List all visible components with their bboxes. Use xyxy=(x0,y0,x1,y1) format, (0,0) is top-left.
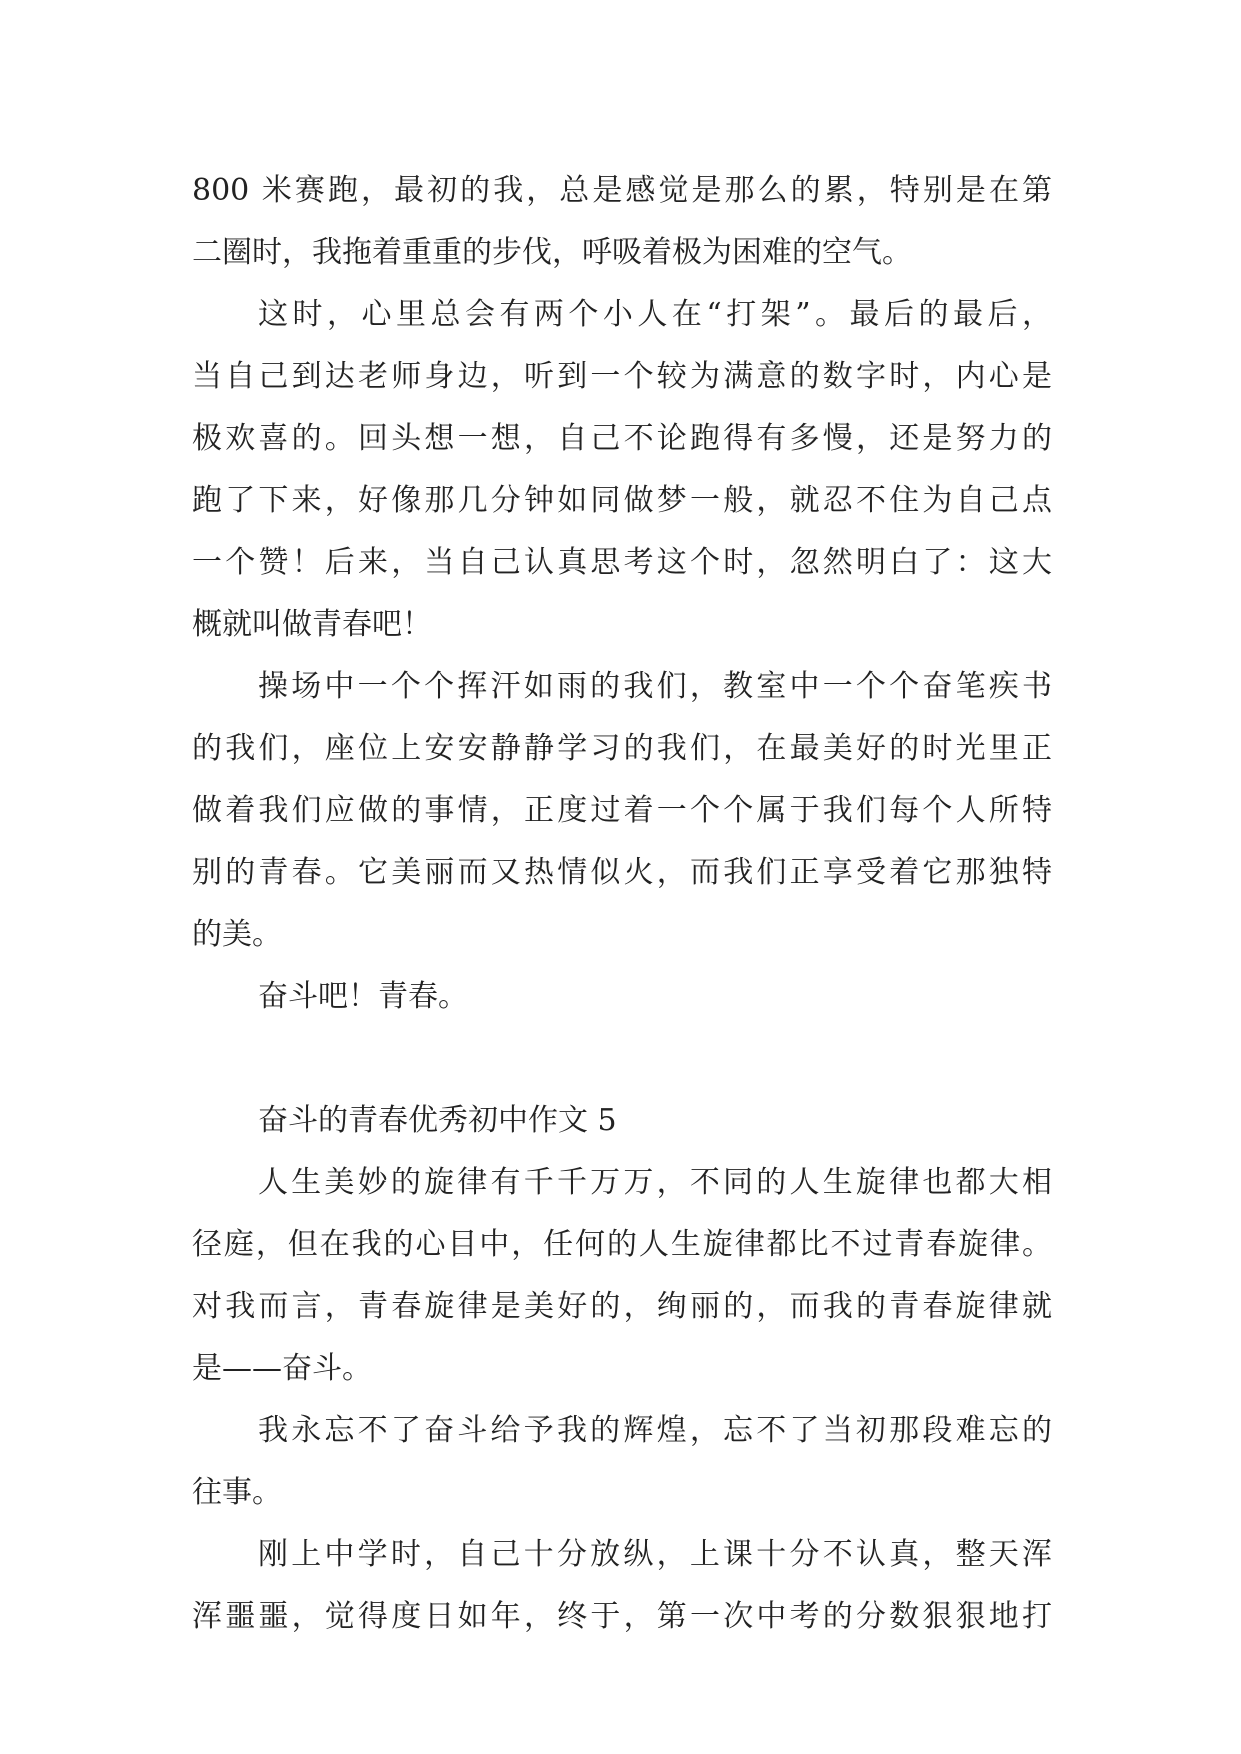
text-line: 往事。 xyxy=(192,1475,282,1510)
text-line: 对我而言，青春旋律是美好的，绚丽的，而我的青春旋律就 xyxy=(192,1289,1052,1324)
paragraph xyxy=(192,284,1052,656)
text-line: 是——奋斗。 xyxy=(192,1351,372,1386)
text-line: 人生美妙的旋律有千千万万，不同的人生旋律也都大相 xyxy=(258,1165,1052,1200)
paragraph xyxy=(192,966,1052,1028)
text-line: 刚上中学时，自己十分放纵，上课十分不认真，整天浑 xyxy=(258,1537,1052,1572)
paragraph xyxy=(192,1400,1052,1524)
text-line: 二圈时，我拖着重重的步伐，呼吸着极为困难的空气。 xyxy=(192,235,912,270)
text-line: 别的青春。它美丽而又热情似火，而我们正享受着它那独特 xyxy=(192,855,1052,890)
text-line: 操场中一个个挥汗如雨的我们，教室中一个个奋笔疾书 xyxy=(258,669,1052,704)
text-line: 极欢喜的。回头想一想，自己不论跑得有多慢，还是努力的 xyxy=(192,421,1052,456)
text-line: 奋斗吧！青春。 xyxy=(258,979,468,1014)
document-body xyxy=(192,160,1052,1648)
paragraph xyxy=(192,1152,1052,1400)
paragraph xyxy=(192,1524,1052,1648)
paragraph xyxy=(192,160,1052,284)
text-line: 当自己到达老师身边，听到一个较为满意的数字时，内心是 xyxy=(192,359,1052,394)
text-line: 我永忘不了奋斗给予我的辉煌，忘不了当初那段难忘的 xyxy=(258,1413,1052,1448)
text-line: 的我们，座位上安安静静学习的我们，在最美好的时光里正 xyxy=(192,731,1052,766)
section-title: 奋斗的青春优秀初中作文 5 xyxy=(258,1103,617,1138)
paragraph xyxy=(192,656,1052,966)
text-line: 这时，心里总会有两个小人在“打架”。最后的最后， xyxy=(258,297,1052,332)
text-line: 一个赞！后来，当自己认真思考这个时，忽然明白了：这大 xyxy=(192,545,1052,580)
text-line: 概就叫做青春吧！ xyxy=(192,607,432,642)
text-line: 浑噩噩，觉得度日如年，终于，第一次中考的分数狠狠地打 xyxy=(192,1599,1052,1634)
text-line: 做着我们应做的事情，正度过着一个个属于我们每个人所特 xyxy=(192,793,1052,828)
blank-line xyxy=(192,1028,1052,1090)
text-line: 径庭，但在我的心目中，任何的人生旋律都比不过青春旋律。 xyxy=(192,1227,1052,1262)
text-line: 的美。 xyxy=(192,917,282,952)
text-line: 跑了下来，好像那几分钟如同做梦一般，就忍不住为自己点 xyxy=(192,483,1052,518)
text-line: 800 米赛跑，最初的我，总是感觉是那么的累，特别是在第 xyxy=(192,173,1052,208)
